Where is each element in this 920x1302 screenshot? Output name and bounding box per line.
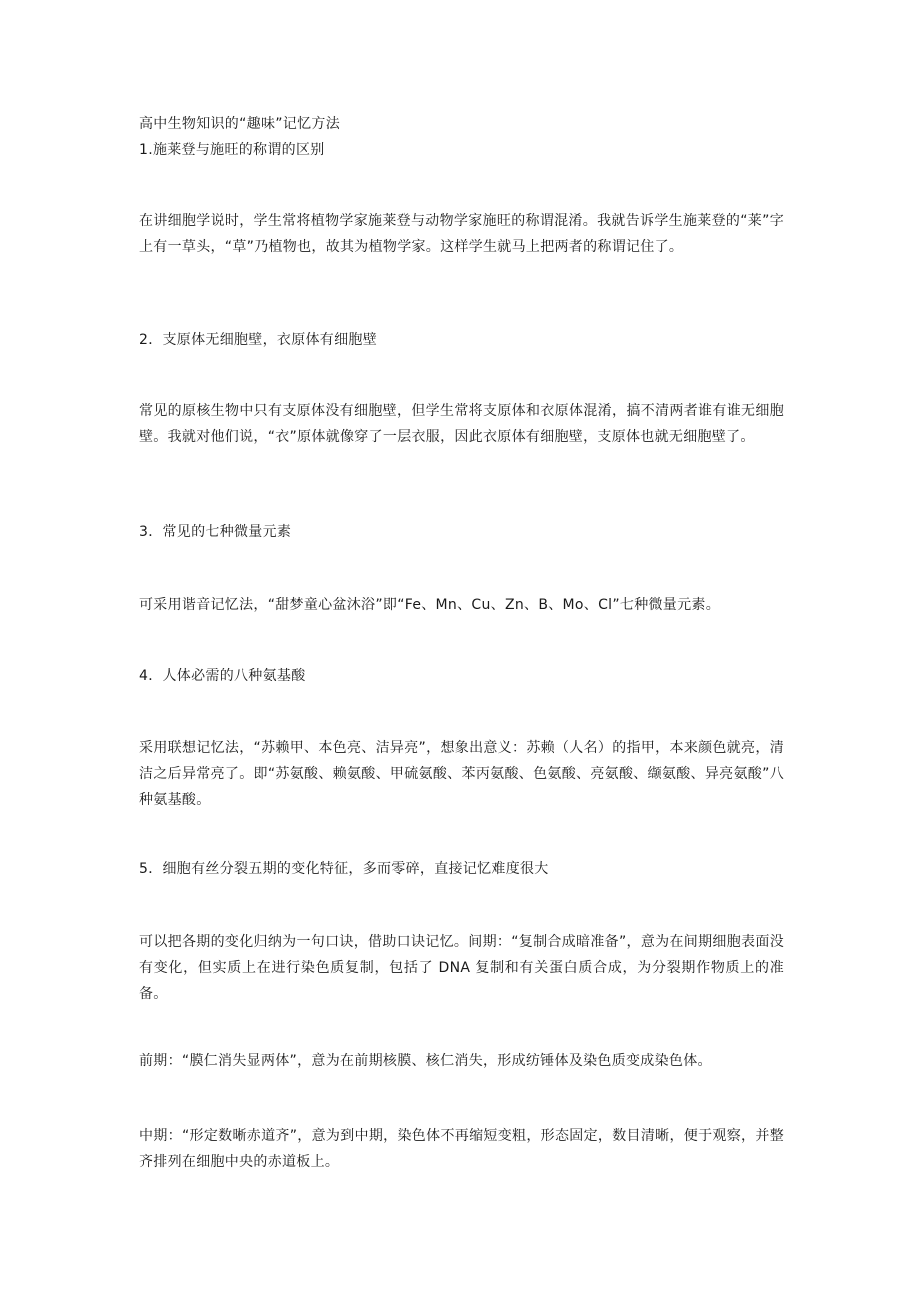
section-5-paragraph-1: 可以把各期的变化归纳为一句口诀，借助口诀记忆。间期：“复制合成暗准备”，意为在间期细胞表面没有变化，但实质上在进行染色质复制，包括了 DNA 复制和有关蛋白质合成，为分裂期作物质上的准备。 (139, 934, 784, 1002)
section-3-paragraph-1: 可采用谐音记忆法，“甜梦童心盆沐浴”即“Fe、Mn、Cu、Zn、B、Mo、Cl”七种微量元素。 (139, 597, 720, 613)
section-2-paragraph-1: 常见的原核生物中只有支原体没有细胞壁，但学生常将支原体和衣原体混淆，搞不清两者谁有谁无细胞壁。我就对他们说，“衣”原体就像穿了一层衣服，因此衣原体有细胞壁，支原体也就无细胞壁了。 (139, 403, 784, 445)
section-1-paragraph-1: 在讲细胞学说时，学生常将植物学家施莱登与动物学家施旺的称谓混淆。我就告诉学生施莱登的“莱”字上有一草头，“草”乃植物也，故其为植物学家。这样学生就马上把两者的称谓记住了。 (139, 213, 784, 255)
section-5-paragraph-2: 前期：“膜仁消失显两体”，意为在前期核膜、核仁消失，形成纺锤体及染色质变成染色体。 (139, 1053, 712, 1069)
section-4-paragraph-1: 采用联想记忆法，“苏赖甲、本色亮、洁异亮”，想象出意义：苏赖（人名）的指甲，本来颜色就亮，清洁之后异常亮了。即“苏氨酸、赖氨酸、甲硫氨酸、苯丙氨酸、色氨酸、亮氨酸、缬氨酸、异亮氨酸”八种氨基酸。 (139, 740, 784, 808)
section-heading-5: 5．细胞有丝分裂五期的变化特征，多而零碎，直接记忆难度很大 (139, 861, 549, 877)
section-heading-4: 4．人体必需的八种氨基酸 (139, 668, 306, 684)
document-title: 高中生物知识的“趣味”记忆方法 (139, 116, 341, 132)
section-heading-2: 2．支原体无细胞壁，衣原体有细胞壁 (139, 332, 378, 348)
section-5-paragraph-3: 中期：“形定数晰赤道齐”，意为到中期，染色体不再缩短变粗，形态固定，数目清晰，便于观察，并整齐排列在细胞中央的赤道板上。 (139, 1128, 784, 1170)
section-heading-3: 3．常见的七种微量元素 (139, 524, 292, 540)
section-heading-1: 1.施莱登与施旺的称谓的区别 (139, 142, 325, 158)
